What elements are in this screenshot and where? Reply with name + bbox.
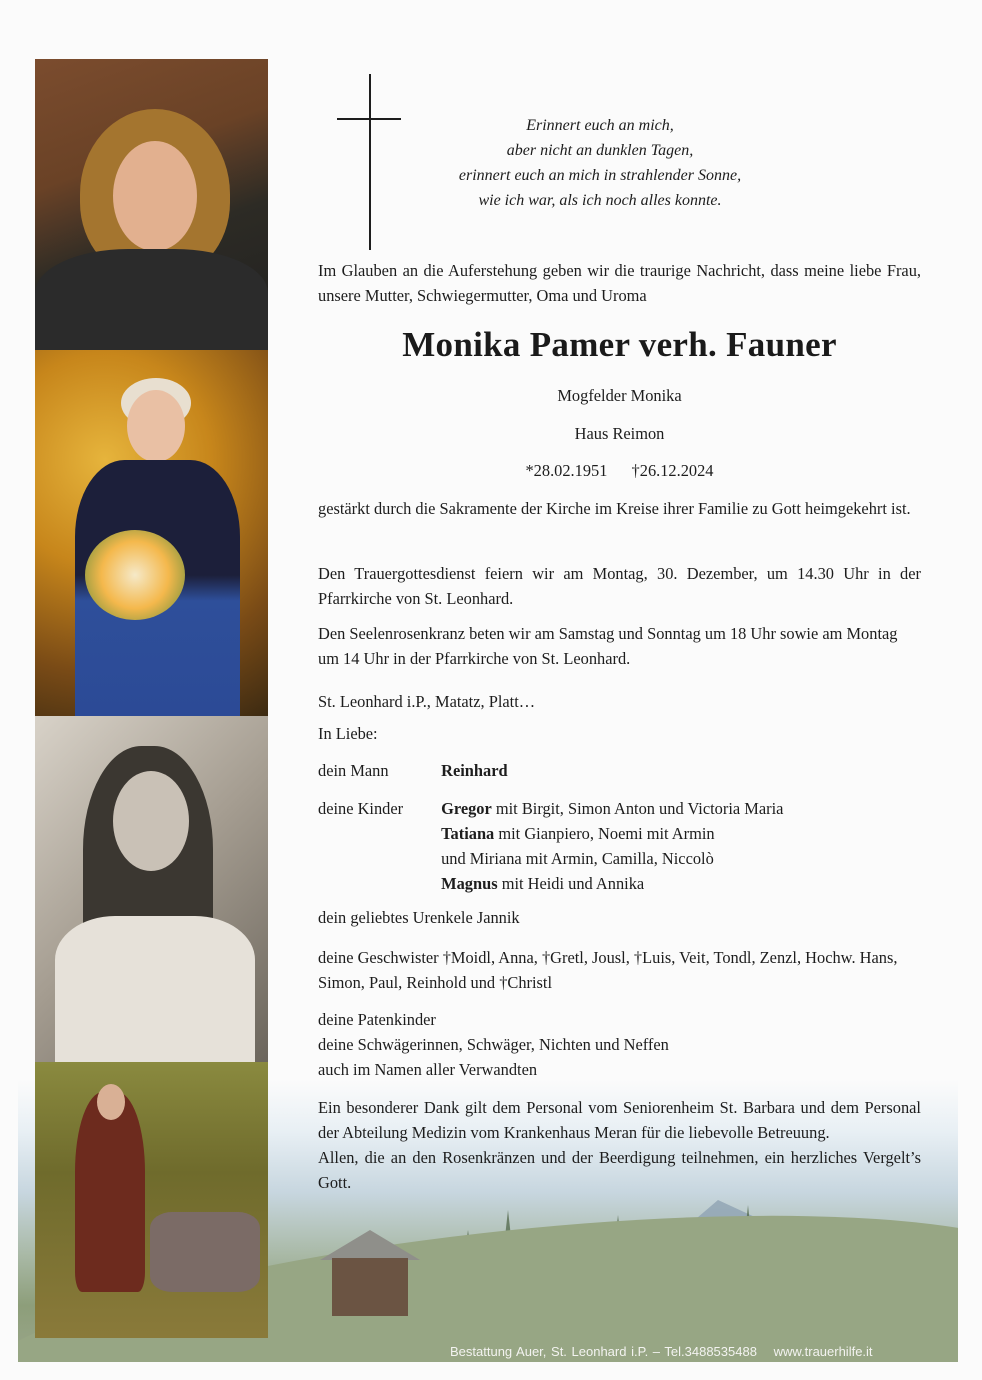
photo-portrait-3 — [35, 716, 268, 1062]
poem-line: wie ich war, als ich noch alles konnte. — [478, 192, 722, 209]
thanks-section — [318, 1095, 921, 1195]
child-line: Tatiana mit Gianpiero, Noemi mit Armin — [441, 824, 715, 843]
sacraments-paragraph: gestärkt durch die Sakramente der Kirche im Kreise ihrer Familie zu Gott heimgekehrt ist. — [318, 499, 911, 518]
family-label: dein Mann — [318, 761, 389, 780]
life-dates — [318, 461, 921, 481]
in-love-line: In Liebe: — [318, 724, 378, 743]
family-children — [318, 796, 783, 896]
death-date: †26.12.2024 — [631, 461, 714, 480]
photo-portrait-2 — [35, 350, 268, 716]
husband-name: Reinhard — [441, 761, 508, 780]
others-line: deine Patenkinder — [318, 1010, 436, 1029]
family-siblings: deine Geschwister †Moidl, Anna, †Gretl, Jousl, †Luis, Veit, Tondl, Zenzl, Hochw. Hans, Simon, Paul, Reinhold und †Christl — [318, 948, 898, 992]
family-great-grandchild: dein geliebtes Urenkele Jannik — [318, 908, 520, 927]
others-line: deine Schwägerinnen, Schwäger, Nichten und Neffen — [318, 1035, 669, 1054]
child-line: Magnus mit Heidi und Annika — [441, 874, 645, 893]
family-label: deine Kinder — [318, 799, 404, 818]
alpine-hut — [320, 1230, 410, 1310]
family-husband — [318, 758, 508, 783]
poem-line: erinnert euch an mich in strahlender Sonne, — [458, 167, 742, 184]
website-link[interactable]: www.trauerhilfe.it — [773, 1344, 873, 1359]
child-line: Gregor mit Birgit, Simon Anton und Victoria Maria — [441, 799, 784, 818]
undertaker-footer — [450, 1344, 885, 1359]
intro-text: Im Glauben an die Auferstehung geben wir die traurige Nachricht, dass meine liebe Frau, unsere Mutter, Schwiegermutter, Oma und Uroma — [318, 261, 921, 305]
photo-portrait-1 — [35, 59, 268, 350]
poem-line: aber nicht an dunklen Tagen, — [506, 142, 694, 159]
thanks-paragraph: Allen, die an den Rosenkränzen und der Beerdigung teilnehmen, ein herzliches Vergelt’s Gott. — [318, 1148, 921, 1192]
poem-line: Erinnert euch an mich, — [526, 117, 674, 134]
others-line: auch im Namen aller Verwandten — [318, 1060, 538, 1079]
places-line: St. Leonhard i.P., Matatz, Platt… — [318, 692, 536, 711]
undertaker-contact: Bestattung Auer, St. Leonhard i.P. – Tel.3488535488 — [450, 1344, 757, 1359]
memorial-poem — [400, 113, 800, 213]
thanks-paragraph: Ein besonderer Dank gilt dem Personal vom Seniorenheim St. Barbara und dem Personal der Abteilung Medizin vom Krankenhaus Meran für die liebevolle Betreuung. — [318, 1098, 921, 1142]
deceased-house: Haus Reimon — [574, 424, 665, 443]
rosary-paragraph: Den Seelenrosenkranz beten wir am Samstag und Sonntag um 18 Uhr sowie am Montag um 14 Uhr in der Pfarrkirche von St. Leonhard. — [318, 624, 898, 668]
family-others — [318, 1007, 669, 1082]
deceased-name: Monika Pamer verh. Fauner — [402, 325, 837, 364]
birth-date: *28.02.1951 — [525, 461, 608, 480]
child-line: und Miriana mit Armin, Camilla, Niccolò — [441, 849, 714, 868]
photo-portrait-4 — [35, 1062, 268, 1338]
funeral-service-paragraph: Den Trauergottesdienst feiern wir am Montag, 30. Dezember, um 14.30 Uhr in der Pfarrkirche von St. Leonhard. — [318, 564, 921, 608]
deceased-nickname: Mogfelder Monika — [557, 386, 682, 405]
